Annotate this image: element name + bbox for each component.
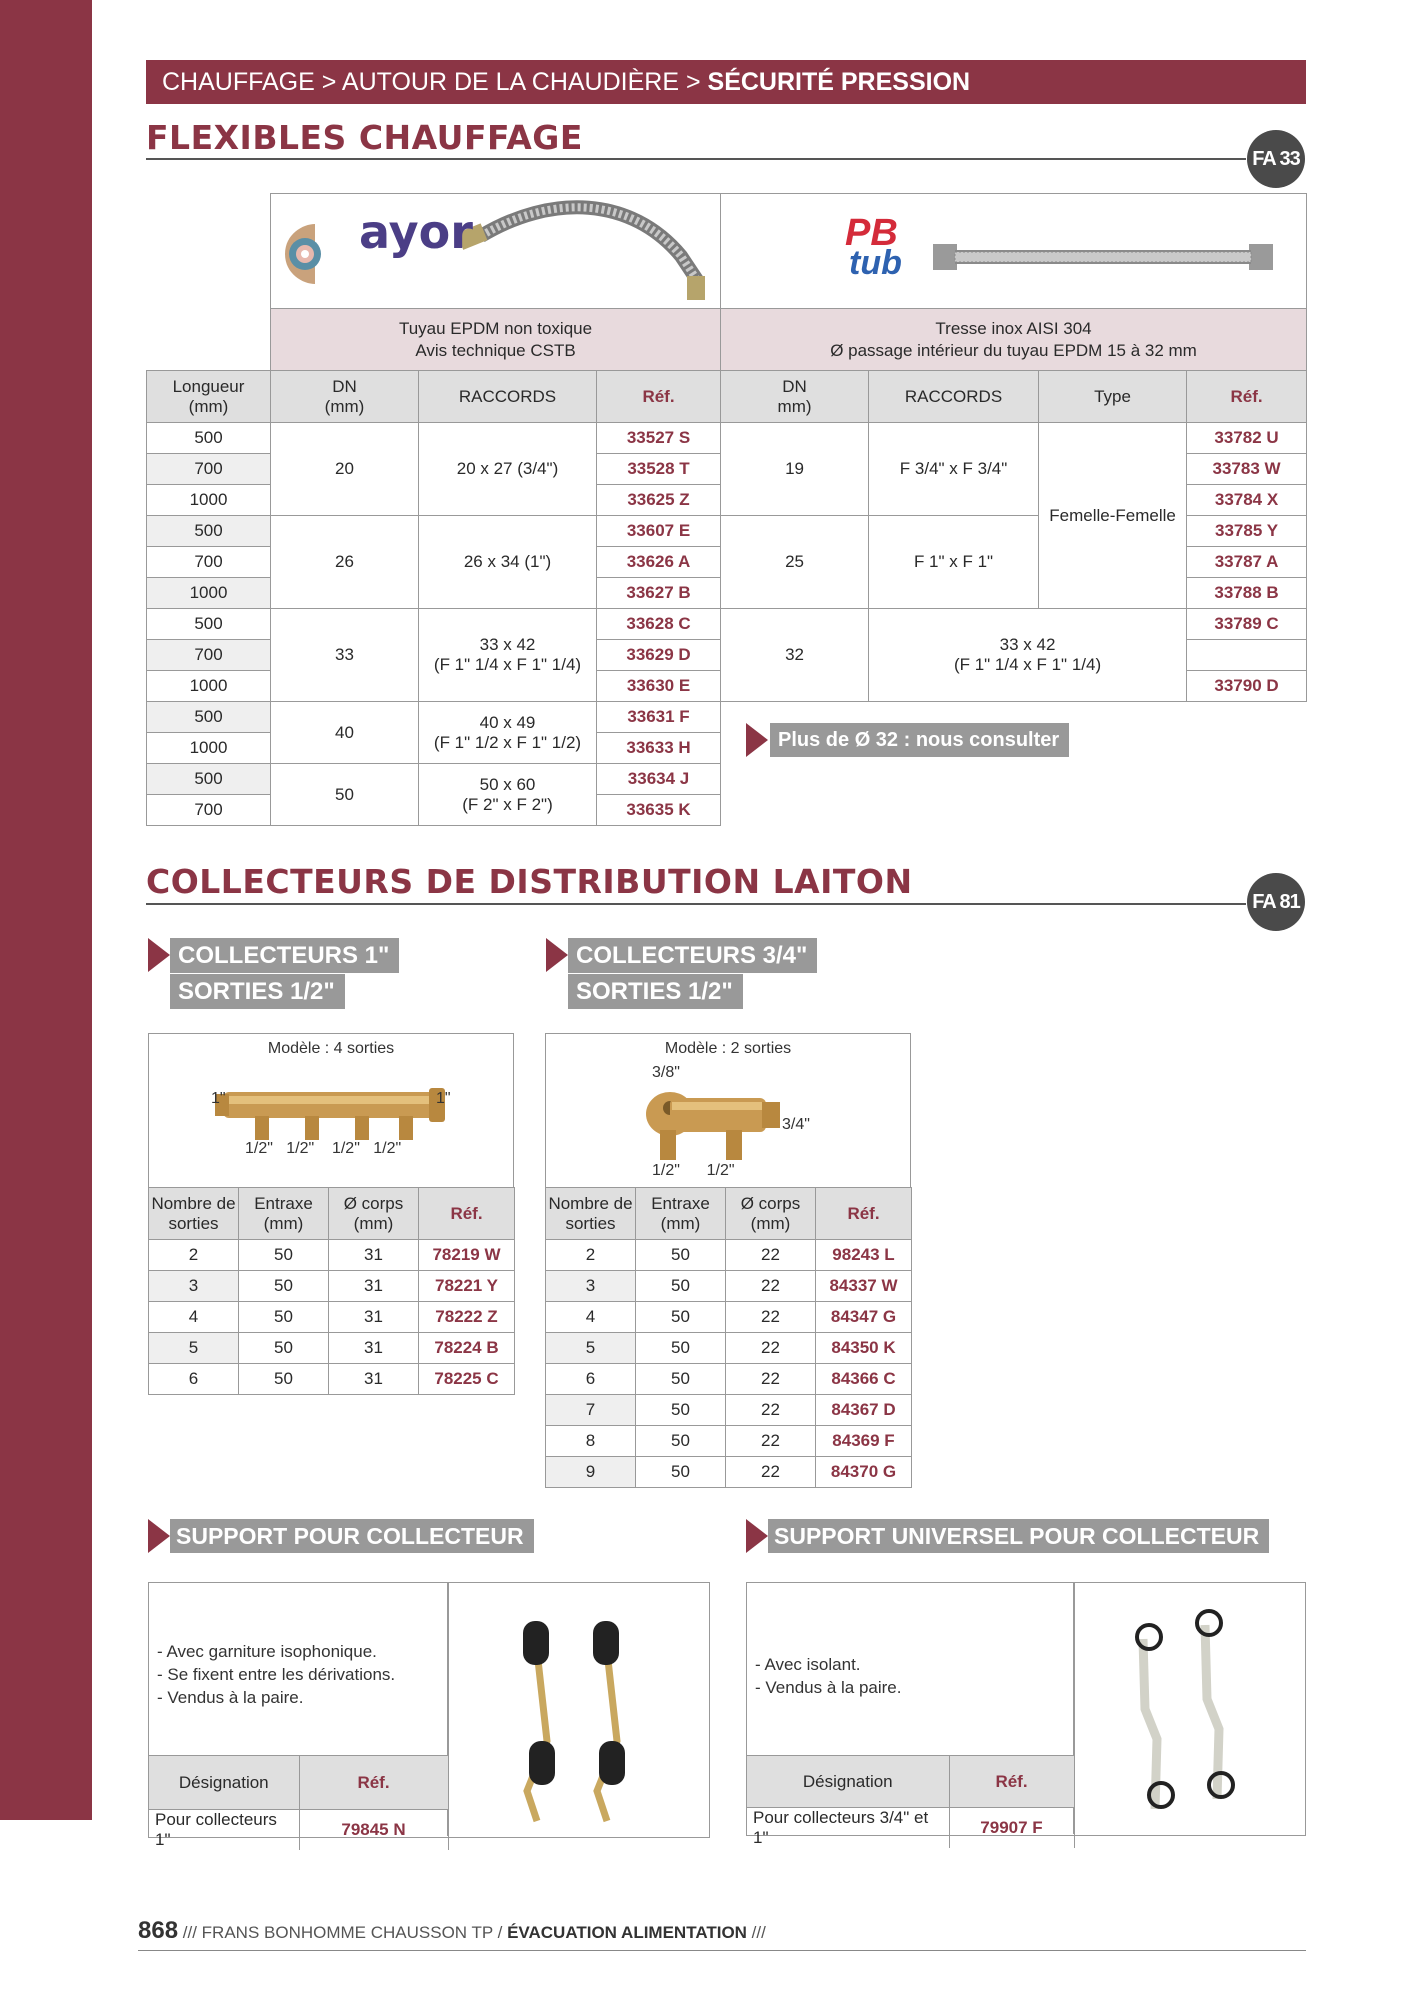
cell-ref: 84367 D	[816, 1395, 912, 1426]
cell-ref: 33630 E	[597, 671, 721, 702]
cell-ref: 33788 B	[1187, 578, 1307, 609]
tag-sorties-34: SORTIES 1/2"	[568, 974, 743, 1009]
cell-value: 22	[726, 1240, 816, 1271]
cell-dn: 33	[271, 609, 419, 702]
cell-ref: 33631 F	[597, 702, 721, 733]
header-raccords-ayor: RACCORDS	[419, 371, 597, 423]
tag-support-universel: SUPPORT UNIVERSEL POUR COLLECTEUR	[768, 1519, 1269, 1553]
note-consult: Plus de Ø 32 : nous consulter	[770, 723, 1069, 757]
ayor-hose-image	[271, 196, 711, 306]
fa-badge: FA 33	[1247, 130, 1305, 188]
cell-value: 8	[546, 1426, 636, 1457]
cell-value: 22	[726, 1302, 816, 1333]
cell-length: 500	[147, 516, 271, 547]
cell-ref: 33790 D	[1187, 671, 1307, 702]
table-row	[546, 1240, 912, 1271]
raccord-line1: 33 x 42	[999, 635, 1056, 654]
cell-ref: 33634 J	[597, 764, 721, 795]
section-title-collecteurs: COLLECTEURS DE DISTRIBUTION LAITON	[146, 862, 913, 901]
cell-value: 50	[636, 1364, 726, 1395]
pbtub-hose-image	[933, 234, 1273, 284]
collecteur-34-image	[640, 1084, 790, 1164]
cell-ref: 78225 C	[419, 1364, 515, 1395]
cell-length: 700	[147, 795, 271, 826]
header-type-pb: Type	[1039, 371, 1187, 423]
h-line: Nombre de	[151, 1193, 236, 1213]
cell-raccords	[419, 764, 597, 826]
breadcrumb-path: CHAUFFAGE > AUTOUR DE LA CHAUDIÈRE >	[162, 68, 708, 96]
cell-ref: 33787 A	[1187, 547, 1307, 578]
cell-length: 500	[147, 609, 271, 640]
cell-value: 31	[329, 1333, 419, 1364]
h-corps	[726, 1188, 816, 1240]
h-dn-unit: (mm)	[324, 396, 365, 416]
dim-inlet: 1"	[211, 1090, 226, 1107]
tag-collecteurs-1: COLLECTEURS 1"	[170, 938, 399, 973]
sidebar-band	[0, 0, 92, 1820]
tag-sorties-1: SORTIES 1/2"	[170, 974, 345, 1009]
cell-raccords	[419, 702, 597, 764]
raccord-line1: 40 x 49	[479, 712, 536, 732]
h-line: (mm)	[750, 1213, 791, 1233]
h-dn-pb: DN	[782, 376, 807, 396]
h-designation: Désignation	[149, 1756, 299, 1810]
cell-ref: 98243 L	[816, 1240, 912, 1271]
cell-ref: 33528 T	[597, 454, 721, 485]
h-line: Entraxe	[651, 1193, 710, 1213]
cell-value: 22	[726, 1333, 816, 1364]
h-ref: Réf.	[949, 1756, 1074, 1808]
cell-raccords: F 3/4" x F 3/4"	[869, 423, 1039, 516]
cell-value: 31	[329, 1364, 419, 1395]
cell-ref: 33633 H	[597, 733, 721, 764]
cell-raccords: 26 x 34 (1")	[419, 516, 597, 609]
bullet: - Vendus à la paire.	[157, 1688, 304, 1707]
cell-ref: 33782 U	[1187, 423, 1307, 454]
cell-dn: 25	[721, 516, 869, 609]
cell-ref: 84350 K	[816, 1333, 912, 1364]
ayor-description	[271, 309, 721, 371]
footer	[138, 1917, 766, 1945]
h-line: Ø corps	[740, 1193, 801, 1213]
cell-ref: 33635 K	[597, 795, 721, 826]
collecteur-34-image-box	[545, 1033, 911, 1188]
pb-desc-line2: Ø passage intérieur du tuyau EPDM 15 à 32 mm	[830, 340, 1197, 360]
cell-value: 2	[546, 1240, 636, 1271]
cell-value: 22	[726, 1395, 816, 1426]
cell-ref: 84370 G	[816, 1457, 912, 1488]
ayor-logo: ayor	[359, 205, 473, 259]
cell-dn: 50	[271, 764, 419, 826]
cell-raccords: 20 x 27 (3/4")	[419, 423, 597, 516]
breadcrumb-current: SÉCURITÉ PRESSION	[707, 68, 971, 96]
cell-length: 1000	[147, 485, 271, 516]
cell-raccords	[869, 609, 1187, 702]
page-number: 868	[138, 1917, 179, 1944]
tag-support-collecteur: SUPPORT POUR COLLECTEUR	[170, 1519, 534, 1553]
tag-collecteurs-34: COLLECTEURS 3/4"	[568, 938, 817, 973]
ayor-product-cell	[271, 194, 721, 309]
h-longueur: Longueur	[172, 376, 245, 396]
cell-value: 6	[546, 1364, 636, 1395]
bullet: - Se fixent entre les dérivations.	[157, 1665, 396, 1684]
cell-value: 50	[636, 1271, 726, 1302]
dim-sorties: 1/2" 1/2"	[652, 1162, 735, 1179]
cell-value: 50	[636, 1395, 726, 1426]
h-nombre	[149, 1188, 239, 1240]
raccord-line2: (F 1" 1/4 x F 1" 1/4)	[433, 655, 582, 674]
h-entraxe	[636, 1188, 726, 1240]
support-1-image	[467, 1591, 667, 1831]
cell-value: 50	[239, 1302, 329, 1333]
cell-length: 700	[147, 547, 271, 578]
cell-ref: 78221 Y	[419, 1271, 515, 1302]
h-entraxe	[239, 1188, 329, 1240]
h-ref: Réf.	[419, 1188, 515, 1240]
section-title-flexibles: FLEXIBLES CHAUFFAGE	[146, 118, 583, 157]
dim-top: 3/8"	[652, 1064, 680, 1081]
h-corps	[329, 1188, 419, 1240]
cell-value: 5	[546, 1333, 636, 1364]
cell-value: 50	[239, 1333, 329, 1364]
collecteur-1-table	[148, 1187, 515, 1395]
cell-ref: 33527 S	[597, 423, 721, 454]
cell-value: 50	[636, 1302, 726, 1333]
h-nombre	[546, 1188, 636, 1240]
footer-publisher: /// FRANS BONHOMME CHAUSSON TP /	[178, 1923, 508, 1942]
h-line: (mm)	[263, 1213, 304, 1233]
dim-sorties: 1/2" 1/2" 1/2" 1/2"	[245, 1140, 402, 1157]
h-ref: Réf.	[816, 1188, 912, 1240]
bullet: - Avec garniture isophonique.	[157, 1642, 377, 1661]
tag-arrow-icon	[546, 938, 568, 972]
dim-side: 3/4"	[782, 1116, 810, 1133]
cell-ref: 84366 C	[816, 1364, 912, 1395]
ayor-desc-line1: Tuyau EPDM non toxique	[398, 318, 593, 338]
flexibles-table	[146, 193, 1307, 826]
footer-catalog: ÉVACUATION ALIMENTATION	[507, 1923, 747, 1942]
raccord-line1: 33 x 42	[479, 635, 536, 654]
bullet: - Avec isolant.	[755, 1655, 861, 1674]
support-1-table	[149, 1755, 449, 1850]
table-row	[149, 1364, 515, 1395]
cell-raccords	[419, 609, 597, 702]
table-row	[546, 1395, 912, 1426]
header-dn-ayor	[271, 371, 419, 423]
pbtub-product-cell	[721, 194, 1307, 309]
h-designation: Désignation	[747, 1756, 949, 1808]
table-row	[546, 1271, 912, 1302]
cell-value: 22	[726, 1426, 816, 1457]
h-line: Entraxe	[254, 1193, 313, 1213]
cell-ref: 33607 E	[597, 516, 721, 547]
cell-dn: 19	[721, 423, 869, 516]
cell-ref: 33783 W	[1187, 454, 1307, 485]
breadcrumb	[146, 60, 1306, 104]
support-2-box	[746, 1582, 1306, 1847]
header-ref-ayor: Réf.	[597, 371, 721, 423]
cell-ref: 78219 W	[419, 1240, 515, 1271]
cell-ref: 78222 Z	[419, 1302, 515, 1333]
cell-value: 50	[636, 1457, 726, 1488]
cell-value: 7	[546, 1395, 636, 1426]
raccord-line1: 50 x 60	[479, 774, 536, 794]
h-longueur-unit: (mm)	[188, 396, 229, 416]
cell-ref: 33625 Z	[597, 485, 721, 516]
cell-length: 1000	[147, 733, 271, 764]
bullet: - Vendus à la paire.	[755, 1678, 902, 1697]
h-line: sorties	[168, 1213, 219, 1233]
cell-length: 700	[147, 640, 271, 671]
h-dn: DN	[332, 376, 357, 396]
ref: 79845 N	[299, 1810, 448, 1851]
header-longueur	[147, 371, 271, 423]
cell-value: 4	[149, 1302, 239, 1333]
cell-value: 50	[636, 1240, 726, 1271]
cell-length: 700	[147, 454, 271, 485]
cell-length: 1000	[147, 671, 271, 702]
cell-dn: 40	[271, 702, 419, 764]
cell-value: 2	[149, 1240, 239, 1271]
ref: 79907 F	[949, 1808, 1074, 1849]
cell-ref: 78224 B	[419, 1333, 515, 1364]
cell-value: 3	[546, 1271, 636, 1302]
h-line: Nombre de	[548, 1193, 633, 1213]
table-row	[149, 1271, 515, 1302]
tag-arrow-icon	[148, 938, 170, 972]
cell-value: 9	[546, 1457, 636, 1488]
table-row	[546, 1426, 912, 1457]
footer-rule	[138, 1950, 1306, 1951]
h-line: sorties	[565, 1213, 616, 1233]
cell-ref: 33628 C	[597, 609, 721, 640]
collecteur-34-table	[545, 1187, 912, 1488]
cell-type: Femelle-Femelle	[1039, 423, 1187, 609]
table-row	[546, 1302, 912, 1333]
cell-value: 31	[329, 1240, 419, 1271]
dim-outlet: 1"	[436, 1090, 451, 1107]
cell-dn: 26	[271, 516, 419, 609]
cell-length: 500	[147, 702, 271, 733]
cell-value: 31	[329, 1302, 419, 1333]
support-1-bullets	[157, 1640, 395, 1709]
table-row	[149, 1240, 515, 1271]
table-row	[546, 1364, 912, 1395]
table-row	[149, 1302, 515, 1333]
tag-arrow-icon	[746, 1519, 768, 1553]
pb-desc-line1: Tresse inox AISI 304	[935, 318, 1092, 338]
cell-value: 6	[149, 1364, 239, 1395]
fa-badge: FA 81	[1247, 873, 1305, 931]
cell-dn: 20	[271, 423, 419, 516]
note-arrow-icon	[746, 723, 768, 757]
cell-value: 50	[636, 1426, 726, 1457]
section-rule	[146, 903, 1246, 905]
designation: Pour collecteurs 1"	[149, 1810, 299, 1851]
raccord-line2: (F 1" 1/2 x F 1" 1/2)	[433, 732, 582, 752]
support-2-bullets	[755, 1653, 901, 1699]
tub-logo: tub	[849, 244, 902, 282]
raccord-line2: (F 2" x F 2")	[462, 794, 553, 814]
support-1-box	[148, 1582, 710, 1849]
cell-ref: 84369 F	[816, 1426, 912, 1457]
cell-value: 50	[239, 1364, 329, 1395]
header-ref-pb: Réf.	[1187, 371, 1307, 423]
table-row	[546, 1333, 912, 1364]
cell-raccords: F 1" x F 1"	[869, 516, 1039, 609]
cell-length: 500	[147, 423, 271, 454]
header-dn-pb	[721, 371, 869, 423]
cell-value: 50	[239, 1240, 329, 1271]
header-raccords-pb: RACCORDS	[869, 371, 1039, 423]
support-2-image	[1087, 1589, 1287, 1829]
table-row	[149, 1333, 515, 1364]
cell-ref: 33784 X	[1187, 485, 1307, 516]
cell-value: 22	[726, 1457, 816, 1488]
cell-value: 31	[329, 1271, 419, 1302]
h-ref: Réf.	[299, 1756, 448, 1810]
cell-ref: 84347 G	[816, 1302, 912, 1333]
cell-length: 1000	[147, 578, 271, 609]
model-label: Modèle : 4 sorties	[267, 1040, 395, 1057]
cell-ref: 33789 C	[1187, 609, 1307, 640]
cell-ref: 84337 W	[816, 1271, 912, 1302]
cell-value: 22	[726, 1271, 816, 1302]
section-rule	[146, 158, 1246, 160]
ayor-desc-line2: Avis technique CSTB	[415, 340, 576, 360]
cell-value: 5	[149, 1333, 239, 1364]
cell-ref	[1187, 640, 1307, 671]
table-row	[546, 1457, 912, 1488]
h-line: (mm)	[353, 1213, 394, 1233]
cell-value: 4	[546, 1302, 636, 1333]
collecteur-1-image-box	[148, 1033, 514, 1188]
raccord-line2: (F 1" 1/4 x F 1" 1/4)	[953, 655, 1102, 674]
cell-value: 3	[149, 1271, 239, 1302]
cell-ref: 33627 B	[597, 578, 721, 609]
designation: Pour collecteurs 3/4" et 1"	[747, 1808, 949, 1849]
cell-ref: 33626 A	[597, 547, 721, 578]
cell-value: 22	[726, 1364, 816, 1395]
cell-dn: 32	[721, 609, 869, 702]
support-2-table	[747, 1755, 1075, 1848]
cell-ref: 33785 Y	[1187, 516, 1307, 547]
tag-arrow-icon	[148, 1519, 170, 1553]
cell-value: 50	[239, 1271, 329, 1302]
h-dn-pb-unit: mm)	[777, 396, 812, 416]
cell-value: 50	[636, 1333, 726, 1364]
model-label: Modèle : 2 sorties	[664, 1040, 792, 1057]
pb-logo: PB	[845, 212, 898, 254]
h-line: (mm)	[660, 1213, 701, 1233]
cell-ref: 33629 D	[597, 640, 721, 671]
pbtub-description	[721, 309, 1307, 371]
h-line: Ø corps	[343, 1193, 404, 1213]
footer-end: ///	[746, 1923, 766, 1942]
cell-length: 500	[147, 764, 271, 795]
